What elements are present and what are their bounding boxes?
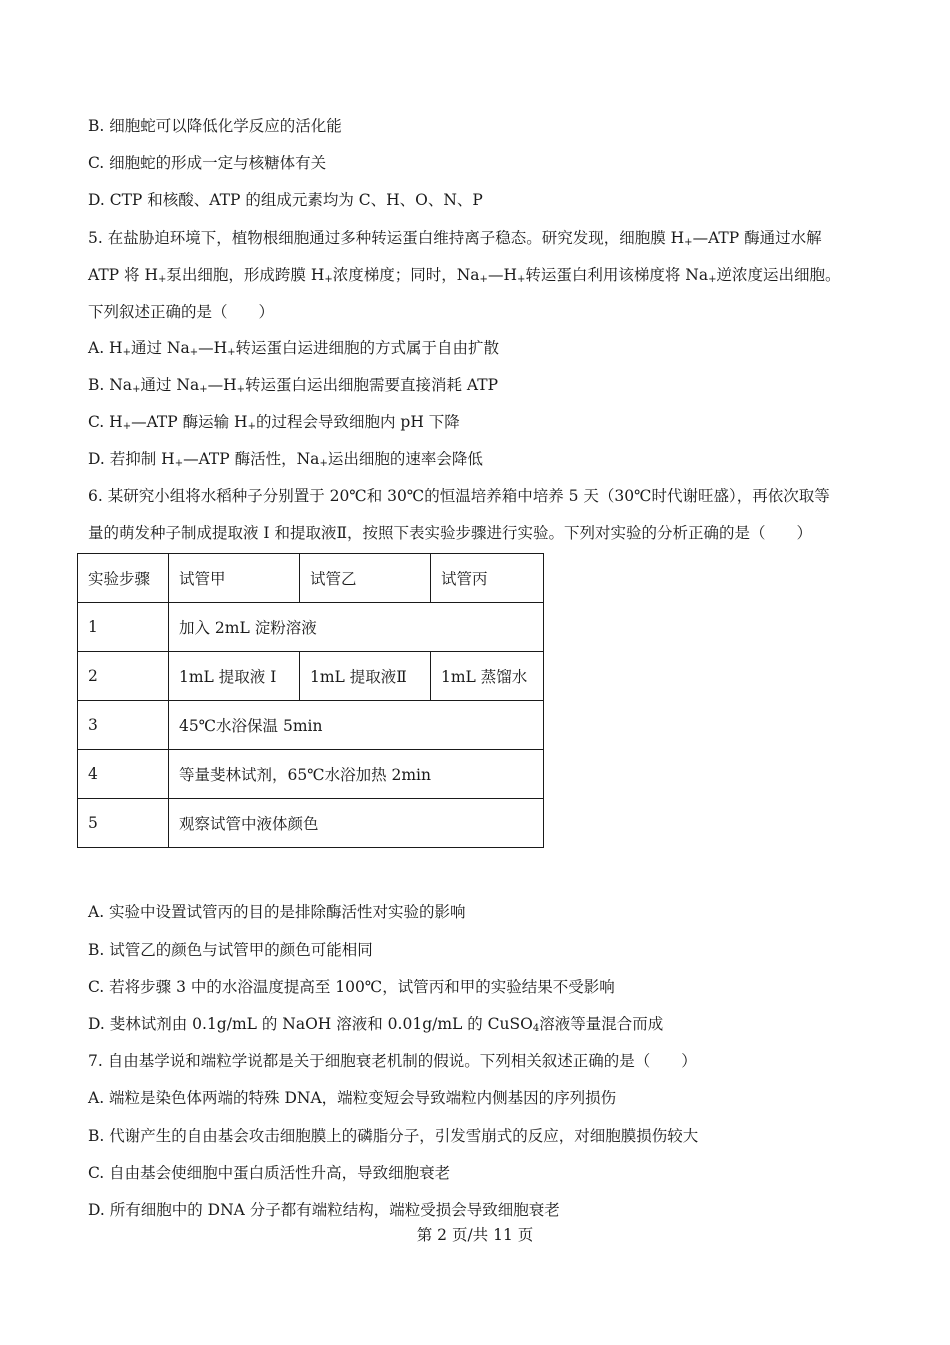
q7-option-a: A. 端粒是染色体两端的特殊 DNA，端粒变短会导致端粒内侧基因的序列损伤 [88, 1089, 617, 1107]
q5-stem-line1: 5. 在盐胁迫环境下，植物根细胞通过多种转运蛋白维持离子稳态。研究发现，细胞膜 $H_+—ATP$ 酶通过水解 [88, 229, 822, 248]
q7-stem: 7. 自由基学说和端粒学说都是关于细胞衰老机制的假说。下列相关叙述正确的是（ ） [88, 1052, 697, 1070]
q5-stem-line3: 下列叙述正确的是（ ） [88, 303, 275, 321]
q6-option-b: B. 试管乙的颜色与试管甲的颜色可能相同 [88, 941, 373, 959]
table-row [78, 701, 544, 750]
q7-option-d: D. 所有细胞中的 DNA 分子都有端粒结构，端粒受损会导致细胞衰老 [88, 1201, 560, 1219]
table-row [78, 652, 544, 701]
step-number-cell: 2 [78, 652, 169, 701]
q4-option-c: C. 细胞蛇的形成一定与核糖体有关 [88, 154, 327, 172]
step-number-cell: 5 [78, 799, 169, 848]
step-content-cell: 加入 2mL 淀粉溶液 [169, 603, 544, 652]
q6-option-a: A. 实验中设置试管丙的目的是排除酶活性对实验的影响 [88, 903, 466, 921]
q5-option-d: D. 若抑制 $H_+—ATP$ 酶活性，$Na_+$运出细胞的速率会降低 [88, 450, 483, 469]
page-footer: 第 2 页/共 11 页 [416, 1226, 534, 1244]
q5-option-b: B. $Na_+$通过 $Na_+—H_+$转运蛋白运出细胞需要直接消耗 ATP [88, 376, 499, 395]
q5-option-a: A. $H_+$通过 $Na_+—H_+$转运蛋白运进细胞的方式属于自由扩散 [88, 339, 500, 358]
q5-stem-line2: ATP 将 $H_+$泵出细胞，形成跨膜 $H_+$浓度梯度；同时，$Na_+—H_+$转运蛋白利用该梯度将 $Na_+$逆浓度运出细胞。 [88, 266, 841, 285]
table-row [78, 750, 544, 799]
step-content-cell: 观察试管中液体颜色 [169, 799, 544, 848]
tube-bing-cell: 1mL 蒸馏水 [431, 652, 544, 701]
table-header-row [78, 554, 544, 603]
q6-option-d: D. 斐林试剂由 0.1g/mL 的 NaOH 溶液和 0.01g/mL 的 CuSO$_4$溶液等量混合而成 [88, 1015, 664, 1034]
table-row [78, 799, 544, 848]
step-number-cell: 3 [78, 701, 169, 750]
table-header-cell: 试管乙 [300, 554, 431, 603]
q6-option-c: C. 若将步骤 3 中的水浴温度提高至 100℃，试管丙和甲的实验结果不受影响 [88, 978, 615, 996]
tube-yi-cell: 1mL 提取液Ⅱ [300, 652, 431, 701]
table-header-cell: 试管丙 [431, 554, 544, 603]
q4-option-d: D. CTP 和核酸、ATP 的组成元素均为 C、H、O、N、P [88, 191, 483, 209]
q6-stem-line1: 6. 某研究小组将水稻种子分别置于 20℃和 30℃的恒温培养箱中培养 5 天（30℃时代谢旺盛），再依次取等 [88, 487, 830, 505]
tube-jia-cell: 1mL 提取液 I [169, 652, 300, 701]
q6-stem-line2: 量的萌发种子制成提取液 I 和提取液Ⅱ，按照下表实验步骤进行实验。下列对实验的分析正确的是（ ） [88, 524, 813, 542]
step-number-cell: 4 [78, 750, 169, 799]
q7-option-b: B. 代谢产生的自由基会攻击细胞膜上的磷脂分子，引发雪崩式的反应，对细胞膜损伤较大 [88, 1127, 699, 1145]
q4-option-b: B. 细胞蛇可以降低化学反应的活化能 [88, 117, 342, 135]
step-number-cell: 1 [78, 603, 169, 652]
table-row [78, 603, 544, 652]
table-header-cell: 试管甲 [169, 554, 300, 603]
table-header-cell: 实验步骤 [78, 554, 169, 603]
q7-option-c: C. 自由基会使细胞中蛋白质活性升高，导致细胞衰老 [88, 1164, 451, 1182]
step-content-cell: 等量斐林试剂，65℃水浴加热 2min [169, 750, 544, 799]
step-content-cell: 45℃水浴保温 5min [169, 701, 544, 750]
experiment-steps-table [77, 553, 544, 848]
q5-option-c: C. $H_+—ATP$ 酶运输 $H_+$的过程会导致细胞内 pH 下降 [88, 413, 460, 432]
